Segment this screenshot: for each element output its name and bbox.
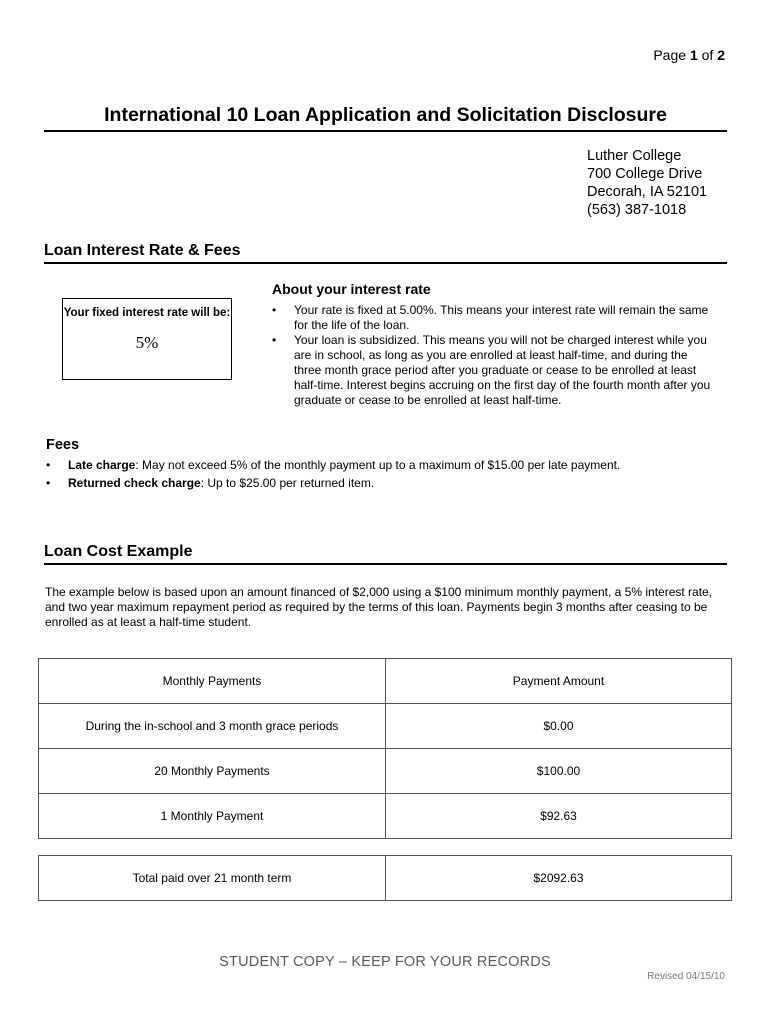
total-table — [38, 855, 732, 901]
page-number — [653, 47, 725, 63]
revised-date: Revised 04/15/10 — [647, 971, 725, 982]
row-amount: $100.00 — [386, 749, 732, 794]
total-description: Total paid over 21 month term — [39, 856, 386, 901]
college-address — [587, 147, 707, 219]
page-total: 2 — [717, 47, 725, 63]
row-description: During the in-school and 3 month grace periods — [39, 704, 386, 749]
fixed-rate-label: Your fixed interest rate will be: — [63, 307, 231, 319]
page-of: of — [701, 47, 714, 63]
bullet-icon: • — [272, 303, 277, 317]
table-row — [39, 749, 732, 794]
fee-text: : Up to $25.00 per returned item. — [200, 476, 375, 490]
about-rate-list — [272, 303, 718, 408]
fee-label: Returned check charge — [68, 476, 201, 490]
document-title: International 10 Loan Application and Solicitation Disclosure — [44, 104, 727, 132]
fees-list — [44, 456, 734, 492]
about-rate-heading: About your interest rate — [272, 281, 431, 297]
about-rate-item — [272, 303, 718, 333]
row-description: 1 Monthly Payment — [39, 794, 386, 839]
student-copy-footer: STUDENT COPY – KEEP FOR YOUR RECORDS — [219, 954, 551, 970]
interest-section-heading: Loan Interest Rate & Fees — [44, 242, 727, 264]
cost-example-intro: The example below is based upon an amount financed of $2,000 using a $100 minimum monthly payment, a 5% interest rate, and two year maximum repayment period as required by the terms of this loan. Payments begin 3 months after ceasing to be enrolled as at least a half-time student. — [45, 585, 713, 629]
page-current: 1 — [689, 47, 698, 63]
table-header-row — [39, 659, 732, 704]
cost-example-heading: Loan Cost Example — [44, 543, 727, 565]
header-payment-amount: Payment Amount — [386, 659, 732, 704]
fee-item-returned-check — [44, 474, 734, 492]
row-description: 20 Monthly Payments — [39, 749, 386, 794]
row-amount: $92.63 — [386, 794, 732, 839]
address-line-street: 700 College Drive — [587, 166, 703, 182]
about-rate-text: Your rate is fixed at 5.00%. This means your interest rate will remain the same for the life of the loan. — [294, 303, 709, 332]
table-row — [39, 704, 732, 749]
about-rate-item — [272, 333, 718, 408]
fee-text: : May not exceed 5% of the monthly payment up to a maximum of $15.00 per late payment. — [135, 458, 621, 472]
address-line-name: Luther College — [587, 148, 682, 164]
fixed-rate-box — [62, 298, 232, 380]
fixed-rate-value: 5% — [135, 333, 159, 352]
table-row — [39, 794, 732, 839]
payment-table — [38, 658, 732, 839]
bullet-icon: • — [46, 476, 51, 490]
bullet-icon: • — [272, 333, 277, 347]
total-amount: $2092.63 — [386, 856, 732, 901]
address-line-phone: (563) 387-1018 — [587, 202, 687, 218]
address-line-city: Decorah, IA 52101 — [587, 184, 708, 200]
fee-item-late-charge — [44, 456, 734, 474]
about-rate-text: Your loan is subsidized. This means you will not be charged interest while you are in school, as long as you are enrolled at least half-time, and during the three month grace period after you graduate or cease to be enrolled at least half-time. Interest begins accruing on the first day of the fourth month after you graduate or cease to be enrolled at least half-time. — [294, 333, 711, 407]
total-row — [39, 856, 732, 901]
bullet-icon: • — [46, 458, 51, 472]
header-monthly-payments: Monthly Payments — [39, 659, 386, 704]
row-amount: $0.00 — [386, 704, 732, 749]
fee-label: Late charge — [68, 458, 136, 472]
fees-heading: Fees — [46, 437, 80, 453]
page-prefix: Page — [653, 47, 687, 63]
